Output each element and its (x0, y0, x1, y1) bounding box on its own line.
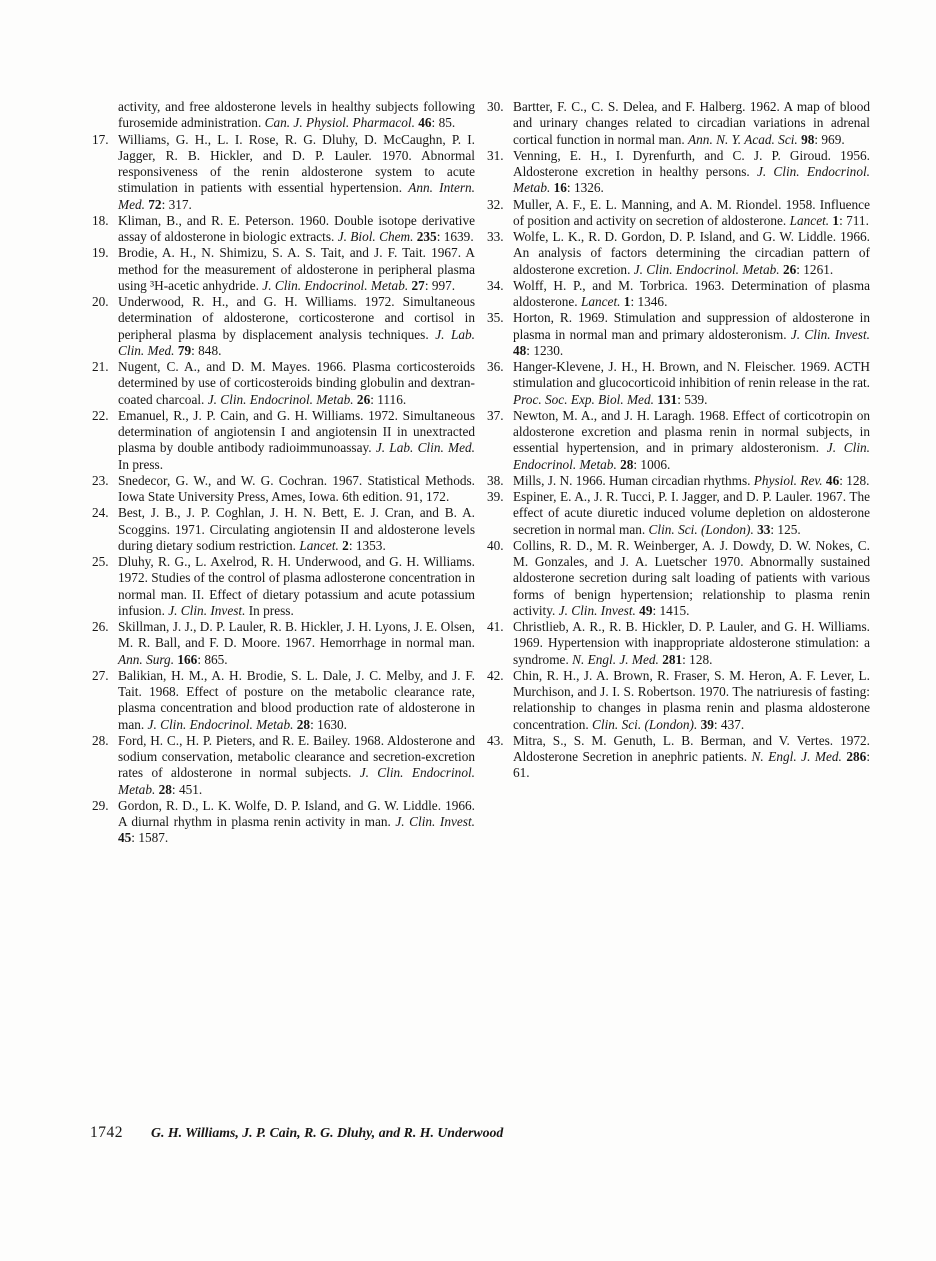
reference-text-segment: : 61. (513, 749, 871, 781)
reference-text-segment: Muller, A. F., E. L. Manning, and A. M. Riondel. 1958. Influence of position and activity on secretion of aldosterone. (513, 196, 870, 228)
reference-number: 32. (487, 196, 504, 212)
reference-text-segment: Dluhy, R. G., L. Axelrod, R. H. Underwood, and G. H. Williams. 1972. Studies of the control of plasma adlosterone concentration in normal man. II. Effect of dietary potassium and acute potassium infusion. (118, 554, 475, 618)
reference-item (92, 132, 475, 213)
reference-text-segment: Nugent, C. A., and D. M. Mayes. 1966. Plasma corticosteroids determined by use of corticosteroids binding globulin and dextran-coated charcoal. (118, 359, 475, 407)
reference-text-segment: 26 (779, 261, 797, 277)
reference-number: 39. (487, 489, 504, 504)
reference-text-segment: : 1006. (633, 456, 671, 472)
reference-number: 43. (487, 732, 504, 748)
reference-text-segment: 281 (658, 651, 683, 667)
reference-item (92, 294, 475, 359)
reference-item (487, 538, 870, 619)
reference-text-segment: : 1639. (436, 229, 474, 244)
reference-item (487, 619, 870, 668)
reference-text-segment: : 451. (171, 781, 203, 797)
reference-item (92, 619, 475, 668)
reference-text-segment: Clin. Sci. (London). (592, 716, 698, 732)
reference-number: 27. (92, 667, 109, 683)
reference-text-segment: N. Engl. J. Med. (751, 749, 842, 764)
reference-text-segment: Bartter, F. C., C. S. Delea, and F. Halberg. 1962. A map of blood and urinary changes related to circadian variations in adrenal cortical function in normal man. (513, 99, 870, 147)
reference-text-segment: activity, and free aldosterone levels in healthy subjects following furosemide administration. (118, 99, 475, 131)
reference-text-segment: 286 (841, 749, 867, 764)
reference-text-segment: 235 (413, 229, 437, 244)
reference-item (487, 197, 870, 230)
reference-text-segment: Wolff, H. P., and M. Torbrica. 1963. Determination of plasma aldosterone. (513, 277, 870, 309)
reference-text-segment: : 1230. (526, 342, 564, 358)
reference-text-segment: : 128. (839, 472, 870, 488)
reference-number: 33. (487, 229, 504, 244)
reference-text-segment: J. Clin. Invest. (168, 602, 246, 618)
reference-item (487, 99, 870, 148)
reference-text-segment: 39 (697, 716, 714, 732)
reference-item (92, 505, 475, 554)
reference-text-segment: 2 (338, 537, 349, 553)
reference-text-segment: Physiol. Rev. (753, 472, 823, 488)
reference-item (92, 213, 475, 246)
reference-text-segment: Skillman, J. J., D. P. Lauler, R. B. Hickler, J. H. Lyons, J. E. Olsen, M. R. Ball, and F. D. Moore. 1967. Hemorrhage in normal man. (118, 619, 475, 651)
reference-item (92, 473, 475, 506)
reference-text-segment: 49 (635, 602, 653, 618)
reference-text-segment: Newton, M. A., and J. H. Laragh. 1968. Effect of corticotropin on aldosterone excretion and plasma renin in normal subjects, in essential hypertension, and in primary aldosteronism. (513, 407, 870, 456)
reference-text-segment: : 711. (839, 212, 869, 228)
reference-text-segment: 1 (829, 212, 840, 228)
reference-text-segment: Mitra, S., S. M. Genuth, L. B. Berman, and V. Vertes. 1972. Aldosterone Secretion in anephric patients. (513, 732, 870, 764)
reference-text-segment: 166 (174, 651, 198, 667)
reference-text-segment: Venning, E. H., I. Dyrenfurth, and C. J. P. Giroud. 1956. Aldosterone excretion in healthy persons. (513, 147, 870, 179)
reference-text-segment: : 1326. (566, 180, 604, 196)
reference-number: 34. (487, 277, 504, 293)
reference-text-segment: : 1116. (370, 391, 407, 407)
reference-text-segment: Brodie, A. H., N. Shimizu, S. A. S. Tait, and J. F. Tait. 1967. A method for the measurement of aldosterone in peripheral plasma using ³H-acetic anhydride. (118, 245, 475, 293)
reference-text-segment: 28 (293, 716, 311, 732)
reference-number: 20. (92, 294, 109, 309)
reference-text-segment: 48 (513, 342, 527, 358)
reference-text-segment: Balikian, H. M., A. H. Brodie, S. L. Dale, J. C. Melby, and J. F. Tait. 1968. Effect of posture on the metabolic clearance rate, plasma concentration and blood production rate of aldosterone in man. (118, 667, 475, 732)
reference-number: 40. (487, 537, 504, 553)
reference-text-segment: : 85. (431, 115, 456, 131)
reference-text-segment: J. Clin. Invest. (558, 602, 636, 618)
reference-text-segment: Best, J. B., J. P. Coghlan, J. H. N. Bett, E. J. Cran, and B. A. Scoggins. 1971. Circulating angiotensin II and aldosterone levels during dietary sodium restriction. (118, 505, 475, 553)
reference-text-segment: J. Clin. Endocrinol. Metab. (513, 164, 870, 196)
reference-text-segment: 45 (118, 830, 132, 846)
page-number: 1742 (90, 1124, 123, 1141)
reference-text-segment: 26 (353, 391, 371, 407)
reference-text-segment: J. Clin. Invest. (790, 326, 870, 342)
reference-number: 25. (92, 554, 109, 569)
reference-text-segment: Gordon, R. D., L. K. Wolfe, D. P. Island, and G. W. Liddle. 1966. A diurnal rhythm in plasma renin activity in man. (118, 797, 475, 829)
references-column-left (92, 99, 475, 847)
reference-text-segment: Emanuel, R., J. P. Cain, and G. H. Williams. 1972. Simultaneous determination of angiotensin I and angiotensin II in unextracted plasma by double antibody radioimmunoassay. (118, 407, 475, 456)
reference-text-segment: 72 (144, 196, 162, 212)
reference-text-segment: : 539. (677, 391, 708, 407)
reference-text-segment: Wolfe, L. K., R. D. Gordon, D. P. Island, and G. W. Liddle. 1966. An analysis of factors determining the circadian pattern of aldosterone excretion. (513, 229, 870, 277)
reference-text-segment: 98 (797, 131, 815, 147)
reference-number: 31. (487, 147, 504, 163)
reference-item (92, 359, 475, 408)
reference-text-segment: : 865. (197, 651, 228, 667)
reference-text-segment: Can. J. Physiol. Pharmacol. (264, 115, 415, 131)
reference-text-segment: Collins, R. D., M. R. Weinberger, A. J. Dowdy, D. W. Nokes, C. M. Gonzales, and J. A. Luetscher 1970. Abnormally sustained aldosterone secretion during salt loading of patients with various forms of benign hypertension; relationship to plasma renin activity. (513, 537, 870, 618)
reference-text-segment: Snedecor, G. W., and W. G. Cochran. 1967. Statistical Methods. Iowa State University Press, Ames, Iowa. 6th edition. 91, 172. (118, 472, 475, 504)
reference-number: 17. (92, 131, 109, 147)
reference-number: 42. (487, 667, 504, 683)
reference-number: 24. (92, 505, 109, 521)
reference-text-segment: J. Lab. Clin. Med. (375, 440, 475, 456)
reference-item (487, 408, 870, 473)
reference-item (487, 489, 870, 538)
reference-text-segment: Horton, R. 1969. Stimulation and suppression of aldosterone in plasma in normal man and primary aldosteronism. (513, 310, 870, 342)
running-authors: G. H. Williams, J. P. Cain, R. G. Dluhy, and R. H. Underwood (151, 1125, 504, 1140)
reference-item (487, 733, 870, 782)
reference-text-segment: J. Clin. Endocrinol. Metab. (147, 716, 294, 732)
reference-text-segment: Christlieb, A. R., R. B. Hickler, D. P. Lauler, and G. H. Williams. 1969. Hypertension with inappropriate aldosterone stimulation: a syndrome. (513, 619, 870, 667)
reference-number: 36. (487, 359, 504, 374)
reference-item (92, 408, 475, 473)
reference-item (487, 668, 870, 733)
reference-text-segment: Hanger-Klevene, J. H., H. Brown, and N. Fleischer. 1969. ACTH stimulation and glucocorticoid inhibition of renin release in the rat. (513, 359, 870, 391)
reference-number: 37. (487, 407, 504, 423)
reference-text-segment: 46 (414, 115, 432, 131)
reference-text-segment: : 1630. (310, 716, 347, 732)
reference-text-segment: J. Clin. Endocrinol. Metab. (633, 261, 780, 277)
page-footer (90, 1124, 503, 1142)
reference-text-segment: Ford, H. C., H. P. Pieters, and R. E. Bailey. 1968. Aldosterone and sodium conservation, metabolic clearance and secretion-excretion rates of aldosterone in normal subjects. (118, 732, 475, 781)
reference-text-segment: Kliman, B., and R. E. Peterson. 1960. Double isotope derivative assay of aldosterone in biologic extracts. (118, 212, 475, 244)
reference-item (487, 278, 870, 311)
reference-text-segment: Proc. Soc. Exp. Biol. Med. (513, 391, 654, 407)
reference-number: 28. (92, 732, 109, 748)
reference-item (92, 668, 475, 733)
reference-text-segment: : 848. (191, 342, 222, 358)
reference-text-segment: In press. (245, 602, 294, 618)
reference-number: 19. (92, 245, 109, 261)
reference-number: 35. (487, 310, 504, 326)
reference-text-segment: J. Clin. Endocrinol. Metab. (207, 391, 354, 407)
reference-text-segment: Ann. N. Y. Acad. Sci. (688, 131, 798, 147)
reference-item (92, 245, 475, 294)
reference-text-segment: Ann. Surg. (118, 651, 175, 667)
reference-number: 26. (92, 619, 109, 634)
reference-item (92, 554, 475, 619)
reference-text-segment: : 969. (814, 131, 845, 147)
reference-text-segment: : 437. (713, 716, 745, 732)
reference-text-segment: : 128. (682, 651, 713, 667)
reference-text-segment: Williams, G. H., L. I. Rose, R. G. Dluhy, D. McCaughn, P. I. Jagger, R. B. Hickler, and D. P. Lauler. 1970. Abnormal responsiveness of the renin aldosterone system to acute stimulation in patients with essential hypertension. (118, 131, 475, 196)
reference-item (92, 798, 475, 847)
reference-text-segment: Ann. Intern. Med. (118, 180, 476, 212)
reference-text-segment: 28 (155, 781, 172, 797)
reference-text-segment: Chin, R. H., J. A. Brown, R. Fraser, S. M. Heron, A. F. Lever, L. Murchison, and J. I. S. Robertson. 1970. The natriuresis of fasting: relationship to changes in plasma renin and plasma aldosterone concentration. (513, 667, 870, 732)
reference-text-segment: : 317. (161, 196, 192, 212)
reference-text-segment: J. Lab. Clin. Med. (118, 326, 475, 358)
reference-item (487, 229, 870, 278)
reference-text-segment: 16 (550, 180, 567, 196)
reference-text-segment: : 1415. (652, 602, 690, 618)
reference-text-segment: : 1587. (131, 830, 169, 846)
reference-text-segment: Lancet. (789, 212, 830, 228)
reference-text-segment: J. Clin. Invest. (395, 814, 475, 829)
reference-number: 23. (92, 472, 109, 488)
reference-text-segment: Mills, J. N. 1966. Human circadian rhythms. (513, 472, 754, 488)
reference-text-segment: Clin. Sci. (London). (648, 521, 754, 537)
reference-text-segment: J. Clin. Endocrinol. Metab. (118, 765, 475, 797)
reference-text-segment: N. Engl. J. Med. (572, 651, 659, 667)
reference-item (487, 473, 870, 489)
reference-number: 38. (487, 472, 504, 488)
reference-text-segment: J. Clin. Endocrinol. Metab. (513, 440, 870, 472)
reference-text-segment: : 1353. (348, 537, 386, 553)
reference-number: 41. (487, 619, 504, 634)
reference-text-segment: 27 (408, 277, 425, 293)
reference-item (487, 310, 870, 359)
reference-number: 22. (92, 407, 109, 423)
reference-item (92, 733, 475, 798)
reference-text-segment: Lancet. (299, 537, 339, 553)
reference-text-segment: 131 (653, 391, 678, 407)
reference-number: 29. (92, 797, 109, 813)
reference-text-segment: 79 (174, 342, 192, 358)
reference-text-segment: : 1346. (630, 294, 668, 309)
reference-text-segment: J. Biol. Chem. (337, 229, 414, 244)
reference-item (487, 148, 870, 197)
reference-number: 21. (92, 359, 109, 374)
reference-text-segment: 33 (753, 521, 771, 537)
reference-text-segment: 1 (620, 294, 631, 309)
reference-number: 18. (92, 212, 109, 228)
reference-item (487, 359, 870, 408)
reference-text-segment: : 1261. (796, 261, 834, 277)
reference-text-segment: Espiner, E. A., J. R. Tucci, P. I. Jagger, and D. P. Lauler. 1967. The effect of acute diuretic induced volume depletion on aldosterone secretion in normal man. (513, 489, 870, 537)
reference-text-segment: In press. (118, 456, 164, 472)
reference-number: 30. (487, 99, 504, 114)
reference-text-segment: : 125. (770, 521, 801, 537)
reference-text-segment: Underwood, R. H., and G. H. Williams. 1972. Simultaneous determination of aldosterone, corticosterone and cortisol in peripheral plasma by displacement analysis techniques. (118, 294, 475, 342)
reference-text-segment: 28 (616, 456, 634, 472)
reference-text-segment: : 997. (424, 277, 456, 293)
reference-text-segment: Lancet. (580, 294, 621, 309)
reference-text-segment: J. Clin. Endocrinol. Metab. (262, 277, 409, 293)
reference-text-segment: 46 (822, 472, 840, 488)
reference-item (92, 99, 475, 132)
references-column-right (487, 99, 870, 782)
